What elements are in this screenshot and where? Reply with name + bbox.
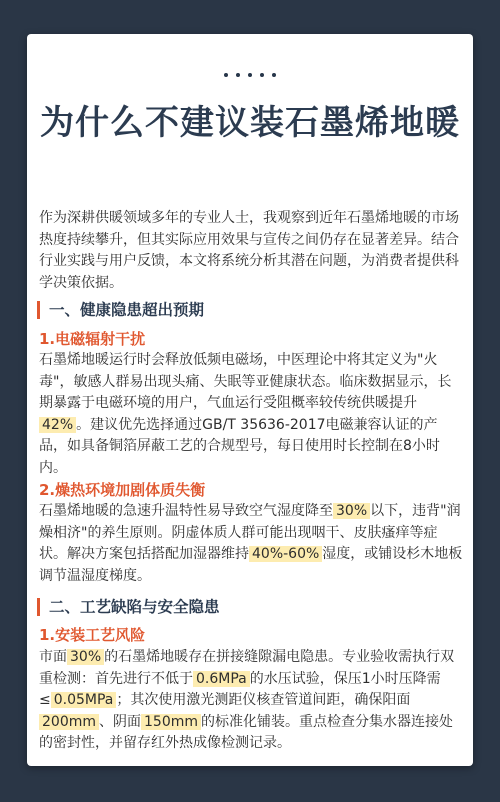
highlight: 200mm — [39, 714, 99, 730]
article-title: 为什么不建议装石墨烯地暖 — [40, 103, 460, 143]
section1-sub2-heading: 2.燥热环境加剧体质失衡 — [39, 481, 206, 499]
section2-heading: 二、工艺缺陷与安全隐患 — [37, 598, 220, 616]
section1-sub1-paragraph — [39, 350, 463, 479]
paragraph-text: 、阴面 — [99, 713, 141, 730]
highlight: 30% — [333, 503, 370, 519]
decorative-dots — [27, 62, 473, 81]
paragraph-text: 石墨烯地暖运行时会释放低频电磁场，中医理论中将其定义为"火毒"，敏感人群易出现头痛、失眠等亚健康状态。临床数据显示，长期暴露于电磁环境的用户，气血运行受阻概率较传统供暖提升 — [39, 352, 452, 411]
section1-heading: 一、健康隐患超出预期 — [37, 301, 204, 319]
highlight: 40%-60% — [249, 546, 322, 562]
paragraph-text: 市面 — [39, 649, 67, 665]
paragraph-text: 的标准化铺装。重点检查分集水器连接处的密封性，并留存红外热成像检测记录。 — [39, 713, 453, 751]
paragraph-text: 的水压试验，保压1小时压降需≤ — [39, 670, 441, 708]
section1-sub1-heading: 1.电磁辐射干扰 — [39, 330, 146, 348]
paragraph-text: 。建议优先选择通过GB/T 35636-2017电磁兼容认证的产品，如具备铜箔屏蔽工艺的合规型号，每日使用时长控制在8小时内。 — [39, 416, 440, 476]
highlight: 30% — [67, 649, 104, 665]
intro-paragraph: 作为深耕供暖领域多年的专业人士，我观察到近年石墨烯地暖的市场热度持续攀升，但其实际应用效果与宣传之间仍存在显著差异。结合行业实践与用户反馈，本文将系统分析其潜在问题，为消费者提供科学决策依据。 — [39, 210, 459, 291]
dot — [248, 73, 252, 77]
section2-sub1-paragraph — [39, 647, 463, 755]
paragraph-text: 以下，违背"润燥相济"的养生原则。阴虚体质人群可能出现咽干、皮肤瘙痒等症状。解决方案包括搭配加湿器维持 — [39, 503, 461, 562]
highlight: 150mm — [141, 714, 201, 730]
article-card — [27, 34, 473, 766]
section2-sub1-heading: 1.安装工艺风险 — [39, 626, 146, 644]
dot — [272, 73, 276, 77]
dot — [236, 73, 240, 77]
highlight: 42% — [39, 417, 76, 433]
paragraph-text: 的石墨烯地暖存在拼接缝隙漏电隐患。专业验收需执行双重检测：首先进行不低于 — [39, 649, 455, 687]
paragraph-text: 湿度，或铺设杉木地板调节温湿度梯度。 — [39, 546, 463, 584]
highlight: 0.05MPa — [51, 692, 117, 708]
paragraph-text: ；其次使用激光测距仪核查管道间距，确保阳面 — [116, 692, 411, 708]
section1-sub2-paragraph — [39, 501, 463, 587]
dot — [224, 73, 228, 77]
highlight: 0.6MPa — [193, 671, 250, 687]
paragraph-text: 石墨烯地暖的急速升温特性易导致空气湿度降至 — [39, 503, 333, 519]
dot — [260, 73, 264, 77]
